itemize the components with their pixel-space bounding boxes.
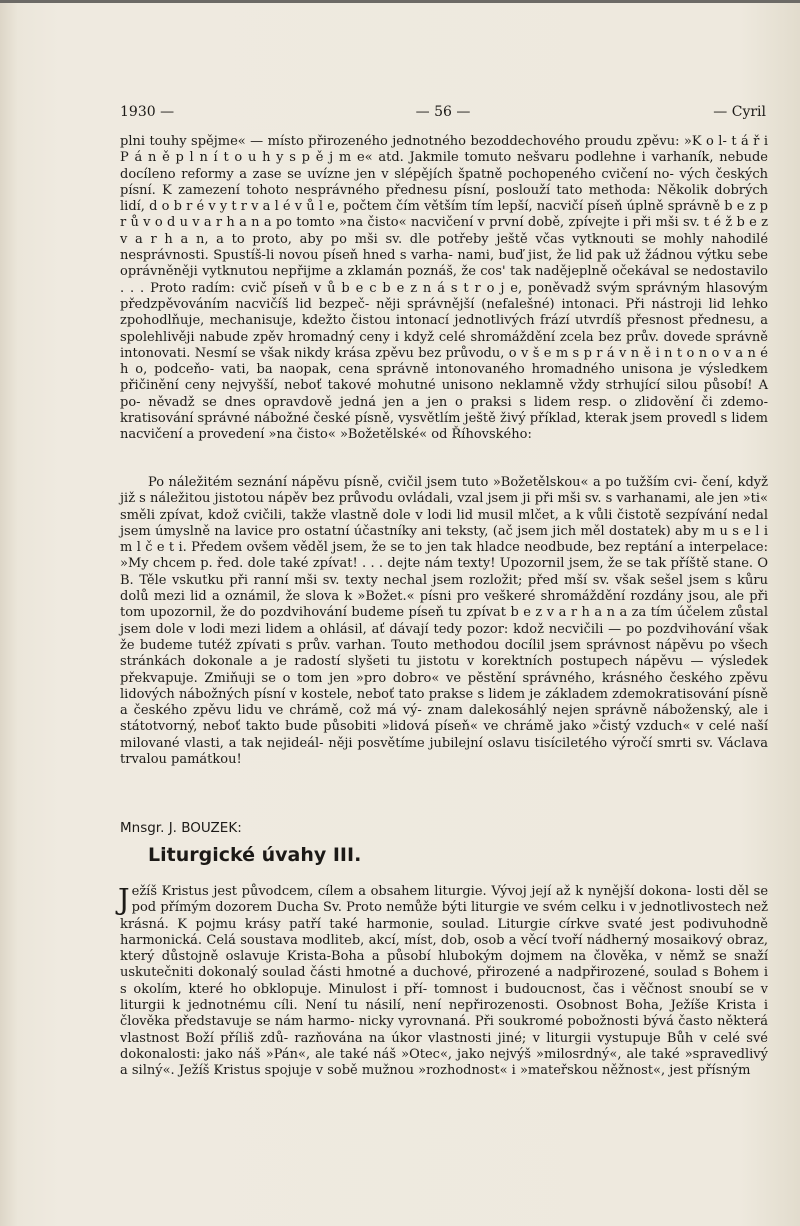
text-line: čení, když již s náležitou jistotou nápěv bez průvodu ovládali, vzal jsem ji při mši sv. bbox=[120, 475, 768, 507]
text-line: době, zpívejte i při mši sv. t é ž b e z v a r h a n, a to proto, aby po mši sv. dle potřeby bbox=[120, 215, 768, 247]
paragraph-2 bbox=[120, 475, 768, 768]
paragraph-continuation bbox=[120, 134, 768, 444]
text-line: b e z n á s t r o j e, poněvadž svým správným hlasovým předzpěvováním nacvičíš lid bezpeč- bbox=[120, 280, 768, 312]
text-line: plni touhy spějme« — místo přirozeného jednotného bezoddechového proudu zpěvu: »K o l- bbox=[120, 134, 732, 149]
header-page-number: — 56 — bbox=[415, 104, 471, 120]
article-paragraph bbox=[120, 884, 768, 1080]
header-year: 1930 — bbox=[120, 104, 175, 120]
text-line: něvadž se dnes opravdově jedná jen a jen o praksi s lidem resp. o zlidovění či zdemo- bbox=[148, 394, 768, 410]
text-line: mlčet, a k vůli čistotě sezpívání nedal jsem úmyslně na lavice pro ostatní účastníky ani bbox=[120, 507, 768, 539]
text-line: losti děl se pod přímým dozorem Ducha Sv. Proto nemůže býti liturgie ve svém celku bbox=[131, 884, 769, 916]
text-line: ještě včas vytknouti se mohly nahodilé nesprávnosti. Spustíš-li novou píseň hned s varha- bbox=[120, 231, 769, 264]
text-line: Ježíš Kristus spojuje v sobě mužnou »rozhodnost« i »mateřskou něžnost«, jest přísným bbox=[178, 1063, 751, 1079]
text-line: vých českých písní. K zamezení tohoto nesprávného přednesu písní, poslouží tato methoda: bbox=[120, 166, 768, 198]
text-line: tom upozornil, že do pozdvihování budeme píseň tu zpívat b e z v a r h a n a za tím účelem bbox=[120, 605, 729, 621]
article-author: Mnsgr. J. BOUZEK: bbox=[120, 820, 242, 836]
text-line: se to jen tak hladce neodbude, bez reptání a interpelace: »My chcem p. řed. dole také bbox=[120, 540, 768, 572]
header-journal: — Cyril bbox=[713, 104, 766, 120]
text-line: razňována na úkor vlastnosti jiné; v liturgii vystupuje Bůh v celé své dokonalosti: jako bbox=[120, 1030, 768, 1062]
text-line: správného, krásného českého zpěvu lidových nábožných písní v kostele, neboť tato prakse bbox=[120, 670, 768, 702]
text-line: zůstal jsem dole v lodi mezi lidem a ohlásil, ať dávají tedy pozor: kdož necvičili — po bbox=[120, 605, 768, 637]
text-line: není nepřirozenosti. Osobnost Boha, Ježíše Krista i člověka představuje se nám harmo- bbox=[120, 998, 768, 1030]
text-line: správnost nápěvu po všech stránkách dokonale a je radostí slyšeti tu jistotu v korektních bbox=[120, 637, 768, 670]
text-line: Několik dobrých lidí, d o b r é v y t r v a l é v ů l e, počtem čím větším tím lepší, nacvičí bbox=[120, 182, 768, 215]
text-line: nebude docíleno reformy a zase se uvízne jen v slépějích špatně pochopeného cvičení no- bbox=[120, 150, 768, 182]
text-line: s varhanami, ale jen »ti« směli zpívat, kdož cvičili, takže vlastně dole v lodi lid musil bbox=[120, 491, 768, 523]
text-line: pozdvihování však že budeme tutéž zpívati s prův. varhan. Touto methodou docílil jsem bbox=[120, 621, 768, 653]
article-title: Liturgické úvahy III. bbox=[148, 844, 362, 866]
text-line: náš »Pán«, ale také náš »Otec«, jako nejvýš »milosrdný«, ale také »spravedlivý a silný«. bbox=[120, 1046, 768, 1079]
text-line: t á ř i P á n ě p l n í t o u h y s p ě j m e« atd. Jakmile tomuto nešvaru podlehne i varhaník, bbox=[120, 134, 768, 166]
text-line: něji správnější (nefalešné) intonaci. Při nástroji lid lehko zpohodlňuje, mechanisuje, kdežto bbox=[120, 296, 768, 329]
text-line: tomnost i budoucnost, čas i věčnost snoubí se v liturgii k jednotnému cíli. Není tu násilí, bbox=[120, 981, 768, 1014]
text-line: ežíš Kristus jest původcem, cílem a obsahem liturgie. Vývoj její až k nynější dokona- bbox=[131, 884, 697, 899]
text-line: zpívat! . . . dejte nám texty! Upozornil jsem, že se tak příště stane. O B. Těle vskutku bbox=[120, 556, 768, 588]
text-line: dojmem na člověka, v němž se snaží uskutečniti dokonalý soulad části hmotné a duchové, bbox=[120, 949, 768, 981]
text-line: ceny nejvyšší, neboť takové mohutné unisono neklamně vždy strhující silou působí! A po- bbox=[120, 378, 768, 410]
text-line: znam dalekosáhlý nejen správně náboženský, ale i státotvorný, neboť takto bude působiti bbox=[120, 703, 768, 735]
text-line: kratisování správné nábožné české písně, vysvětlím ještě živý příklad, kterak jsem provedl bbox=[120, 411, 721, 427]
running-header bbox=[120, 104, 766, 124]
text-line: poznáš, že cos' tak nadějeplně očekával se nedostavilo . . . Proto radím: cvič píseň v ů b e c bbox=[120, 264, 768, 296]
article-body bbox=[120, 884, 768, 1080]
text-line: s lidem je základem zdemokratisování písně a českého zpěvu lidu ve chrámě, což má vý- bbox=[120, 686, 768, 719]
text-line: lid a oznámil, že slova k »Božet.« písni pro veškeré shromáždění rozdány jsou, ale při bbox=[190, 589, 768, 605]
text-line: teksty, (ač jsem jich měl dostatek) aby m u s e l i m l č e t i. Předem ovšem věděl jsem, že bbox=[120, 523, 768, 556]
paragraph-example bbox=[120, 475, 768, 768]
text-line: přirozené a nadpřirozené, soulad s Bohem i s okolím, které ho obklopuje. Minulost i pří- bbox=[120, 965, 769, 997]
text-line: »lidová píseň« ve chrámě jako »čistý vzduch« v celé naší milované vlasti, a tak nejideál- bbox=[120, 719, 768, 751]
paragraph-1 bbox=[120, 134, 768, 444]
text-line: píseň úplně správně b e z p r ů v o d u v a r h a n a po tomto »na čisto« nacvičení v první bbox=[120, 199, 768, 231]
text-line: nami, buď jist, že lid pak už žádnou výtku sebe oprávněněji vytknutou nepřijme a zklamán bbox=[120, 248, 768, 280]
text-line: hromadný ceny i když celé shromáždění zcela bez prův. dovede správně intonovati. Nesmí bbox=[120, 329, 768, 361]
text-line: postupech nápěvu — výsledek překvapuje. Zmiňuji se o tom jen »pro dobro« ve pěstění bbox=[120, 654, 768, 686]
text-line: vati, ba naopak, cena správně intonovaného hromadného unisona je výsledkem přičinění bbox=[120, 362, 768, 394]
text-line: při ranní mši sv. texty nechal jsem rozložit; před mší sv. však sešel jsem s kůru dolů mezi bbox=[120, 572, 768, 605]
text-line: čistou intonací jednotlivých frází utvrdíš přesnost přednesu, a spolehlivěji nabude zpěv bbox=[120, 313, 769, 345]
text-line: něji posvětíme jubilejní oslavu tisíciletého výročí smrti sv. Václava trvalou památkou! bbox=[120, 735, 768, 768]
text-line: tvoří nádherný mosaikový obraz, který důstojně oslavuje Krista-Boha a působí hlubokým bbox=[120, 932, 768, 965]
text-line: nicky vyrovnaná. Při soukromé pobožnosti bývá často některá vlastnost Boží příliš zdů- bbox=[120, 1014, 769, 1046]
top-edge bbox=[0, 0, 800, 3]
drop-cap: J bbox=[118, 882, 130, 916]
text-line: s lidem nacvičení a provedení »na čisto« »Božetělské« od Říhovského: bbox=[120, 411, 768, 443]
text-line: svaté jest podivuhodně harmonická. Celá soustava modliteb, akcí, míst, dob, osob a věcí bbox=[120, 916, 768, 948]
text-line: Po náležitém seznání nápěvu písně, cvičil jsem tuto »Božetělskou« a po tužším cvi- bbox=[148, 475, 702, 490]
text-line: i v jednotlivostech než krásná. K pojmu krásy patří také harmonie, soulad. Liturgie církve bbox=[120, 900, 768, 932]
text-line: se však nikdy krása zpěvu bez průvodu, o v š e m s p r á v n ě i n t o n o v a n é h o, podceňo- bbox=[120, 345, 768, 378]
